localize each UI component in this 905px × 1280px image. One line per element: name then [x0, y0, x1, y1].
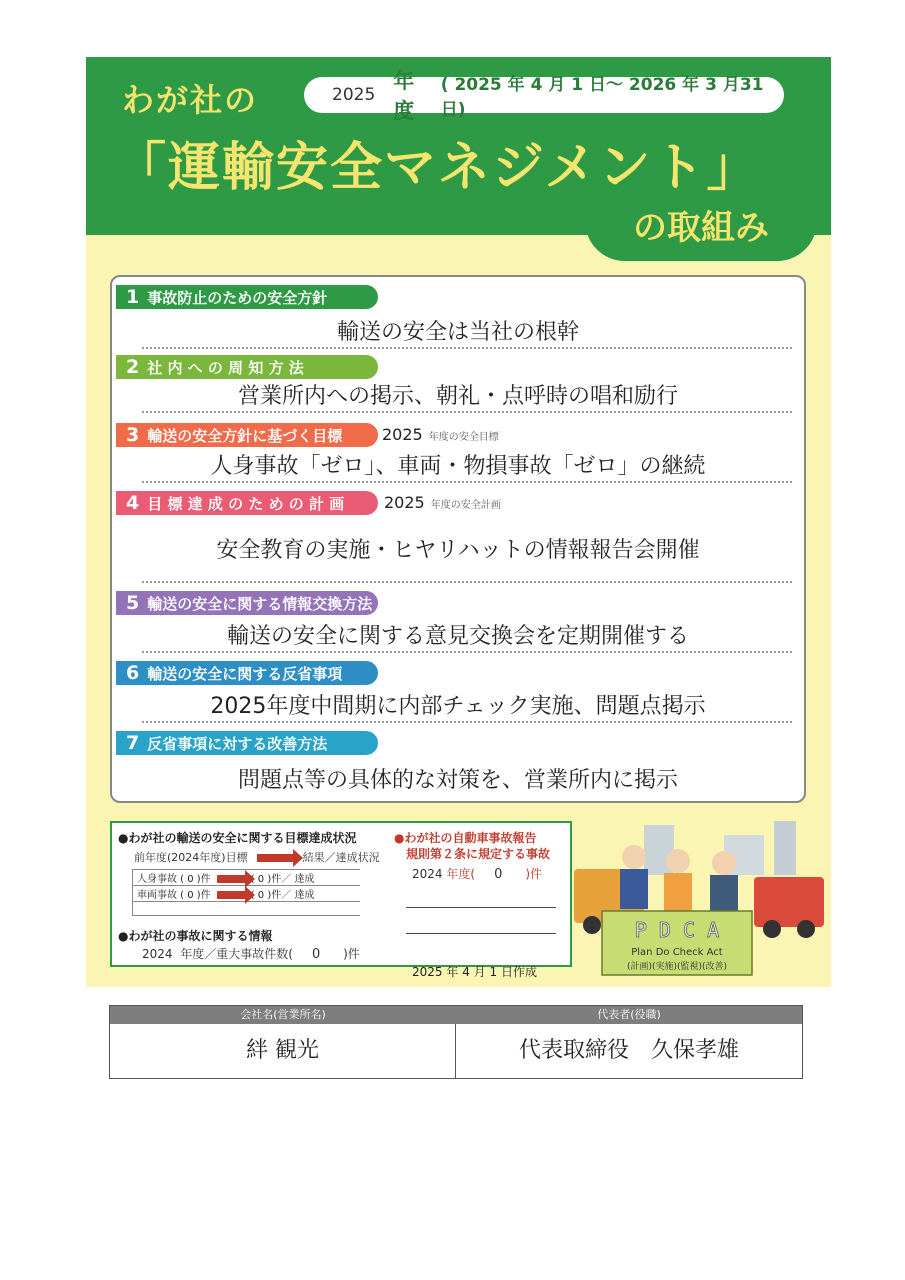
period-range: ( 2025 年 4 月 1 日～ 2026 年 3 月31日) [440, 75, 764, 120]
report-count: 2024 年度( 0 )件 [412, 867, 542, 882]
divider [142, 481, 792, 483]
blank-line [406, 933, 556, 934]
section-tab-3: 3 輸送の安全方針に基づく目標 [116, 423, 378, 447]
arrow-icon [217, 875, 245, 883]
section-text-2: 営業所内への掲示、朝礼・点呼時の唱和励行 [237, 384, 678, 409]
truck-icon [754, 877, 824, 927]
svg-text:(計画)(実施)(監視)(改善): (計画)(実施)(監視)(改善) [626, 962, 728, 972]
title-prefix: わが社の [122, 81, 259, 119]
svg-text:P D C A: P D C A [634, 918, 720, 942]
creation-date: 2025 年 4 月 1 日作成 [412, 965, 538, 979]
company-name: 絆 観光 [110, 1024, 456, 1078]
divider [142, 411, 792, 413]
title-suffix: の取組み [585, 199, 817, 261]
section-text-7: 問題点等の具体的な対策を、営業所内に掲示 [237, 768, 678, 793]
arrow-icon [257, 854, 293, 862]
blank-line [406, 907, 556, 908]
section-text-3: 人身事故「ゼロ」、車両・物損事故「ゼロ」の継続 [210, 454, 706, 479]
fiscal-year: 2025 [332, 85, 376, 105]
section-text-4: 安全教育の実施・ヒヤリハットの情報報告会開催 [216, 538, 700, 563]
status-heading: ●わが社の輸送の安全に関する目標達成状況 [118, 831, 357, 845]
status-box [110, 821, 572, 967]
section-tab-5: 5 輸送の安全に関する情報交換方法 [116, 591, 378, 615]
goal-table [132, 869, 360, 916]
section-text-6: 2025年度中間期に内部チェック実施、問題点掲示 [210, 694, 706, 719]
section-tab-2: 2 社 内 へ の 周 知 方 法 [116, 355, 378, 379]
section-extra-3: 2025 年度の安全目標 [382, 425, 499, 444]
section-tab-6: 6 輸送の安全に関する反省事項 [116, 661, 378, 685]
company-table [109, 1005, 803, 1079]
representative: 代表取締役 久保孝雄 [518, 1038, 739, 1063]
company-name-header: 会社名(営業所名) [110, 1006, 456, 1024]
section-extra-4: 2025 年度の安全計画 [384, 493, 501, 512]
section-text-5: 輸送の安全に関する意見交換会を定期開催する [226, 624, 689, 649]
divider [142, 651, 792, 653]
page-title: 「運輸安全マネジメント」 [114, 138, 761, 198]
divider [142, 581, 792, 583]
policy-panel [110, 275, 806, 803]
pdca-illustration [574, 817, 826, 977]
report-heading-2: 規則第２条に規定する事故 [406, 847, 551, 861]
poster [86, 57, 831, 987]
report-heading-1: ●わが社の自動車事故報告 [394, 831, 537, 845]
section-tab-7: 7 反省事項に対する改善方法 [116, 731, 378, 755]
fiscal-label: 年度 [393, 69, 415, 123]
representative-header: 代表者(役職) [456, 1006, 802, 1024]
table-row: 人身事故 ( 0 )件 ( 0 )件／ 達成 [133, 870, 361, 886]
fiscal-period [304, 69, 784, 123]
section-tab-1: 1 事故防止のための安全方針 [116, 285, 378, 309]
arrow-icon [217, 891, 245, 899]
accident-count: 2024 年度／重大事故件数( 0 )件 [142, 947, 360, 962]
divider [142, 721, 792, 723]
table-row: 車両事故 ( 0 )件 ( 0 )件／ 達成 [133, 886, 361, 902]
accident-heading: ●わが社の事故に関する情報 [118, 929, 273, 943]
svg-text:Plan Do Check Act: Plan Do Check Act [631, 947, 723, 958]
section-tab-4: 4 目 標 達 成 の た め の 計 画 [116, 491, 378, 515]
section-text-1: 輸送の安全は当社の根幹 [336, 320, 579, 345]
prev-year-goal: 前年度(2024年度)目標 結果／達成状況 [134, 851, 380, 864]
divider [142, 347, 792, 349]
